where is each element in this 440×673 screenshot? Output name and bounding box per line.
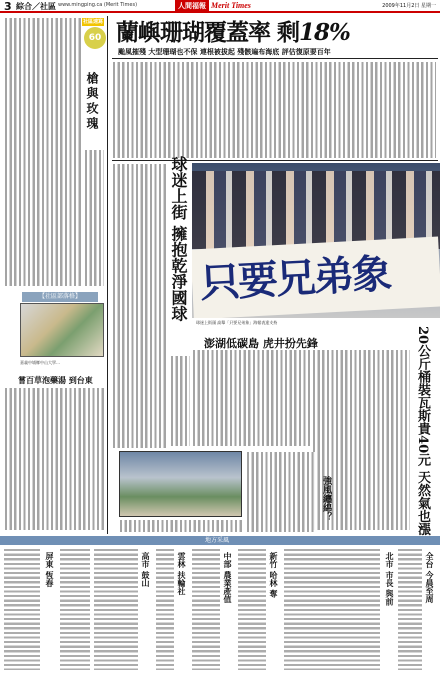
regional-text-7 xyxy=(284,548,380,670)
regional-head-central: 中部 農業產值 xyxy=(223,552,233,603)
left-column-text xyxy=(4,18,82,286)
regional-head-kaohsiung: 高市 鼓山 xyxy=(141,552,151,587)
newspaper-logo: 人間福報 xyxy=(175,0,209,11)
masthead xyxy=(0,0,440,13)
photo-banner: 只要兄弟象 xyxy=(192,237,440,318)
crowd-photo-area xyxy=(192,171,440,249)
column-badge: 社區速寫 xyxy=(82,19,103,25)
left-photo-caption: 嘉義中埔鄉中山大學… xyxy=(20,360,60,365)
ball-headline: 球迷上街 擁抱乾淨國球 xyxy=(169,156,188,322)
regional-text-8 xyxy=(398,548,422,670)
regional-section-bar xyxy=(0,536,440,545)
regional-head-yunlin: 雲林 扶輪社 xyxy=(177,552,187,595)
ball-article-text-2 xyxy=(170,356,190,446)
main-headline xyxy=(116,14,350,47)
issue-date: 2009年11月2日 星期一 xyxy=(382,3,436,9)
regional-text-3 xyxy=(94,548,138,670)
wind-headline: 強風纏綿？ xyxy=(321,476,331,521)
regional-section-title: 地方采風 xyxy=(205,537,230,544)
regional-text-5 xyxy=(192,548,220,670)
column-number-badge: 60 xyxy=(84,27,106,49)
page-number: 3 xyxy=(4,0,12,13)
main-photo xyxy=(192,163,440,318)
left-bottom-headline: 嘗百草泡藥湯 到台東 xyxy=(18,375,93,385)
bottom-article-text-2 xyxy=(119,520,242,532)
penghu-headline: 澎湖低碳島 虎井扮先鋒 xyxy=(204,337,318,350)
section-title: 綜合／社區 xyxy=(16,2,56,11)
headline-rule xyxy=(112,58,438,59)
main-headline-text: 蘭嶼珊瑚覆蓋率 剩 xyxy=(116,19,300,46)
blog-tag: 【社區部落格】 xyxy=(22,292,98,302)
column-rule xyxy=(107,16,108,534)
bottom-photo xyxy=(119,451,242,517)
regional-text-2 xyxy=(60,548,90,670)
penghu-article-text xyxy=(192,350,310,446)
left-headline: 槍與玫瑰 xyxy=(85,72,99,132)
left-column-text-3 xyxy=(4,388,104,530)
bottom-article-text xyxy=(246,452,316,532)
left-column-text-2 xyxy=(84,150,104,286)
regional-head-pingtung: 屏東 恆春 xyxy=(45,552,55,587)
main-headline-figure: 18% xyxy=(299,19,350,46)
regional-text-4 xyxy=(156,548,174,670)
regional-head-taipei: 北市 市長 與前 xyxy=(385,552,395,606)
main-photo-caption: 球迷上街頭 高舉「只要兄弟象」海報表達支持 xyxy=(196,320,278,325)
gas-headline: 20公斤桶裝瓦斯貴40元 天然氣也漲 xyxy=(415,326,430,536)
site-url: www.mingping.ca (Merit Times) xyxy=(58,2,138,8)
regional-text-6 xyxy=(238,548,266,670)
regional-text-1 xyxy=(4,548,40,670)
main-article-text xyxy=(112,62,436,158)
left-photo xyxy=(20,303,104,357)
main-subheadline: 颱風摧殘 大型珊瑚也不保 連根被拔起 殘骸遍布海底 評估復原要百年 xyxy=(118,48,331,56)
ball-article-text xyxy=(112,164,166,448)
regional-head-national: 全台 今晨至周 xyxy=(425,552,435,603)
regional-head-hsinchu: 新竹 哈林 奪 xyxy=(269,552,279,598)
article-rule xyxy=(112,160,438,161)
newspaper-logo-en: Merit Times xyxy=(211,1,251,10)
